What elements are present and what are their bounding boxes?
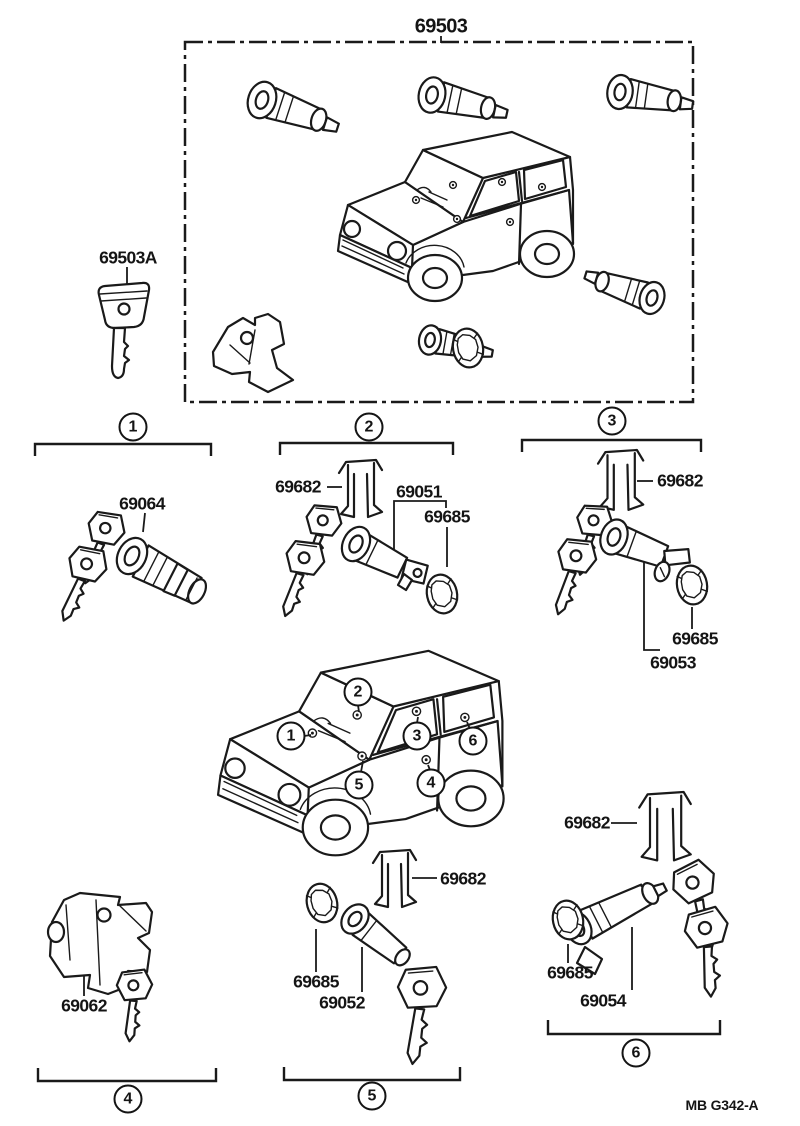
s3-clip-label: 69682 — [657, 470, 703, 491]
s2-clip-label: 69682 — [275, 476, 321, 497]
s2-cylinder-label: 69051 — [396, 481, 442, 502]
ignition-lock-illustration — [47, 506, 213, 628]
section-6-number: 6 — [622, 1039, 651, 1068]
master-key-part-number-label: 69503A — [99, 247, 157, 268]
s6-cylinder-label: 69054 — [580, 990, 626, 1011]
kit-suv-illustration — [338, 132, 574, 301]
kit-part-number-label: 69503 — [414, 15, 468, 38]
drawing-code-label: MB G342-A — [685, 1097, 759, 1113]
car-callout-2: 2 — [344, 678, 373, 707]
section-2-number: 2 — [355, 413, 384, 442]
car-callout-3: 3 — [403, 722, 432, 751]
s3-cylinder-label: 69053 — [650, 652, 696, 673]
s4-glove-lock-label: 69062 — [61, 995, 107, 1016]
s6-ring-label: 69685 — [547, 962, 593, 983]
s5-ring-label: 69685 — [293, 971, 339, 992]
section-3-number: 3 — [598, 407, 627, 436]
car-callout-5: 5 — [345, 771, 374, 800]
car-callout-6: 6 — [459, 727, 488, 756]
back-door-lock-illustration — [302, 850, 448, 1067]
section-5-number: 5 — [358, 1082, 387, 1111]
s5-clip-label: 69682 — [440, 868, 486, 889]
car-callout-4: 4 — [417, 769, 446, 798]
s2-ring-label: 69685 — [424, 506, 470, 527]
s3-ring-label: 69685 — [672, 628, 718, 649]
section-1-number: 1 — [119, 413, 148, 442]
glove-box-lock-illustration — [48, 893, 153, 1043]
section-4-number: 4 — [114, 1085, 143, 1114]
s6-clip-label: 69682 — [564, 812, 610, 833]
car-callout-1: 1 — [277, 722, 306, 751]
master-key-illustration — [99, 267, 150, 378]
s1-ignition-cylinder-label: 69064 — [119, 493, 165, 514]
s5-cylinder-label: 69052 — [319, 992, 365, 1013]
